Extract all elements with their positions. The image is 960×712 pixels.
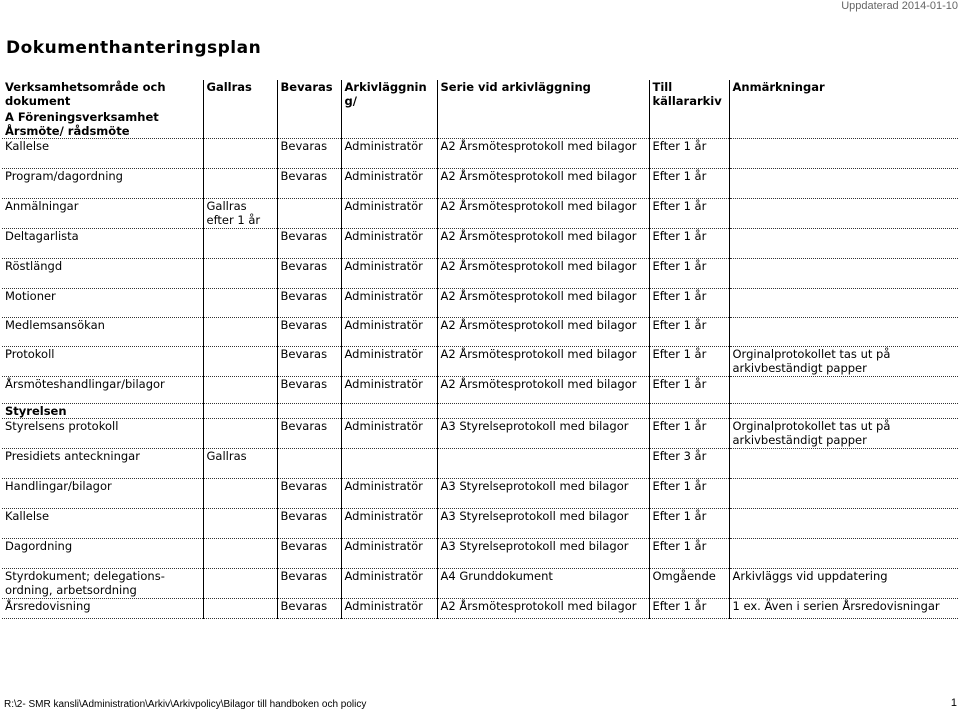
cell-till: Efter 1 år (649, 169, 729, 199)
cell-serie (437, 449, 649, 479)
cell-arkiv: Administratör (341, 599, 437, 619)
cell-gallras (203, 509, 277, 539)
cell-arkiv: Administratör (341, 169, 437, 199)
cell-till: Efter 1 år (649, 289, 729, 318)
cell-name: Handlingar/bilagor (2, 479, 203, 509)
cell-bevaras (277, 449, 341, 479)
cell-till: Efter 1 år (649, 259, 729, 289)
cell-till: Efter 1 år (649, 229, 729, 259)
subsection-row (2, 124, 958, 139)
section-row (2, 110, 958, 124)
cell-bevaras: Bevaras (277, 289, 341, 318)
cell-anm (729, 377, 958, 404)
cell-arkiv: Administratör (341, 229, 437, 259)
section-label: Styrelsen (2, 404, 203, 419)
cell-arkiv: Administratör (341, 539, 437, 569)
cell-anm (729, 539, 958, 569)
section-row (2, 404, 958, 419)
cell-anm (729, 169, 958, 199)
cell-till: Efter 1 år (649, 419, 729, 449)
cell-bevaras: Bevaras (277, 539, 341, 569)
cell-name: Motioner (2, 289, 203, 318)
cell-arkiv: Administratör (341, 347, 437, 377)
cell-gallras (203, 569, 277, 599)
cell-bevaras: Bevaras (277, 479, 341, 509)
cell-till: Omgående (649, 569, 729, 599)
cell-till: Efter 1 år (649, 139, 729, 169)
cell-name: Årsmöteshandlingar/bilagor (2, 377, 203, 404)
cell-gallras (203, 479, 277, 509)
cell-serie: A3 Styrelseprotokoll med bilagor (437, 539, 649, 569)
cell-anm (729, 449, 958, 479)
cell-gallras (203, 318, 277, 347)
cell-gallras (203, 289, 277, 318)
header-row (2, 80, 958, 110)
cell-till: Efter 1 år (649, 347, 729, 377)
cell-arkiv: Administratör (341, 419, 437, 449)
cell-gallras (203, 229, 277, 259)
col-header-till: Till källararkiv (649, 80, 729, 110)
cell-name: Dagordning (2, 539, 203, 569)
table-row (2, 347, 958, 377)
table-row (2, 539, 958, 569)
cell-name: Röstlängd (2, 259, 203, 289)
updated-date: Uppdaterad 2014-01-10 (841, 0, 958, 12)
cell-name: Program/dagordning (2, 169, 203, 199)
table-row (2, 479, 958, 509)
cell-till: Efter 3 år (649, 449, 729, 479)
cell-gallras: Gallras efter 1 år (203, 199, 277, 229)
cell-anm: Orginalprotokollet tas ut på arkivbeständigt papper (729, 347, 958, 377)
cell-anm (729, 318, 958, 347)
cell-anm (729, 289, 958, 318)
cell-name: Presidiets anteckningar (2, 449, 203, 479)
cell-anm (729, 139, 958, 169)
table-row (2, 289, 958, 318)
cell-name: Styrdokument; delegations-ordning, arbetsordning (2, 569, 203, 599)
cell-till: Efter 1 år (649, 599, 729, 619)
cell-gallras (203, 419, 277, 449)
cell-gallras (203, 259, 277, 289)
col-header-serie: Serie vid arkivläggning (437, 80, 649, 110)
cell-serie: A2 Årsmötesprotokoll med bilagor (437, 599, 649, 619)
cell-bevaras: Bevaras (277, 599, 341, 619)
col-header-gallras: Gallras (203, 80, 277, 110)
cell-serie: A2 Årsmötesprotokoll med bilagor (437, 318, 649, 347)
table-row (2, 377, 958, 404)
col-header-bevaras: Bevaras (277, 80, 341, 110)
cell-bevaras: Bevaras (277, 377, 341, 404)
cell-till: Efter 1 år (649, 509, 729, 539)
col-header-anm: Anmärkningar (732, 80, 825, 94)
cell-anm: Orginalprotokollet tas ut på arkivbeständigt papper (729, 419, 958, 449)
cell-anm (729, 199, 958, 229)
cell-anm (729, 479, 958, 509)
cell-arkiv: Administratör (341, 139, 437, 169)
table-row (2, 599, 958, 619)
cell-name: Styrelsens protokoll (2, 419, 203, 449)
table-row (2, 509, 958, 539)
cell-gallras (203, 539, 277, 569)
cell-name: Deltagarlista (2, 229, 203, 259)
table-row (2, 199, 958, 229)
footer-path: R:\2- SMR kansli\Administration\Arkiv\Arkivpolicy\Bilagor till handboken och policy (4, 699, 367, 710)
cell-serie: A2 Årsmötesprotokoll med bilagor (437, 347, 649, 377)
cell-serie: A3 Styrelseprotokoll med bilagor (437, 479, 649, 509)
cell-name: Årsredovisning (2, 599, 203, 619)
cell-till: Efter 1 år (649, 199, 729, 229)
cell-arkiv: Administratör (341, 318, 437, 347)
table-row (2, 318, 958, 347)
cell-name: Anmälningar (2, 199, 203, 229)
cell-arkiv: Administratör (341, 377, 437, 404)
cell-arkiv: Administratör (341, 509, 437, 539)
cell-bevaras: Bevaras (277, 569, 341, 599)
cell-till: Efter 1 år (649, 539, 729, 569)
cell-anm (729, 259, 958, 289)
table-row (2, 259, 958, 289)
cell-bevaras: Bevaras (277, 509, 341, 539)
cell-bevaras: Bevaras (277, 347, 341, 377)
table-row (2, 139, 958, 169)
cell-serie: A2 Årsmötesprotokoll med bilagor (437, 199, 649, 229)
cell-bevaras: Bevaras (277, 169, 341, 199)
cell-till: Efter 1 år (649, 377, 729, 404)
table-row (2, 229, 958, 259)
col-header-arkiv: Arkivläggning/ (341, 80, 437, 110)
cell-bevaras: Bevaras (277, 259, 341, 289)
subsection-label: Årsmöte/ rådsmöte (2, 124, 203, 139)
page-title: Dokumenthanteringsplan (6, 38, 262, 58)
cell-till: Efter 1 år (649, 479, 729, 509)
cell-arkiv: Administratör (341, 259, 437, 289)
cell-serie: A2 Årsmötesprotokoll med bilagor (437, 139, 649, 169)
cell-serie: A4 Grunddokument (437, 569, 649, 599)
section-label: A Föreningsverksamhet (2, 110, 203, 124)
cell-arkiv: Administratör (341, 289, 437, 318)
cell-arkiv: Administratör (341, 569, 437, 599)
cell-anm: Arkivläggs vid uppdatering (729, 569, 958, 599)
cell-serie: A2 Årsmötesprotokoll med bilagor (437, 169, 649, 199)
page-number: 1 (950, 697, 957, 709)
cell-arkiv (341, 449, 437, 479)
cell-bevaras: Bevaras (277, 229, 341, 259)
document-plan-table (2, 80, 958, 619)
cell-gallras (203, 347, 277, 377)
cell-bevaras: Bevaras (277, 419, 341, 449)
cell-serie: A2 Årsmötesprotokoll med bilagor (437, 259, 649, 289)
col-header-area: Verksamhetsområde och dokument (2, 80, 203, 110)
cell-gallras (203, 169, 277, 199)
cell-bevaras (277, 199, 341, 229)
table-row (2, 169, 958, 199)
cell-arkiv: Administratör (341, 199, 437, 229)
cell-till: Efter 1 år (649, 318, 729, 347)
cell-name: Protokoll (2, 347, 203, 377)
cell-bevaras: Bevaras (277, 139, 341, 169)
cell-anm (729, 229, 958, 259)
cell-arkiv: Administratör (341, 479, 437, 509)
cell-serie: A2 Årsmötesprotokoll med bilagor (437, 289, 649, 318)
table-row (2, 419, 958, 449)
table-row (2, 569, 958, 599)
cell-name: Kallelse (2, 139, 203, 169)
cell-anm: 1 ex. Även i serien Årsredovisningar (729, 599, 958, 619)
cell-bevaras: Bevaras (277, 318, 341, 347)
cell-serie: A2 Årsmötesprotokoll med bilagor (437, 377, 649, 404)
cell-anm (729, 509, 958, 539)
cell-gallras (203, 599, 277, 619)
cell-name: Kallelse (2, 509, 203, 539)
cell-gallras (203, 139, 277, 169)
cell-serie: A3 Styrelseprotokoll med bilagor (437, 419, 649, 449)
cell-name: Medlemsansökan (2, 318, 203, 347)
cell-serie: A3 Styrelseprotokoll med bilagor (437, 509, 649, 539)
cell-gallras: Gallras (203, 449, 277, 479)
table-row (2, 449, 958, 479)
cell-serie: A2 Årsmötesprotokoll med bilagor (437, 229, 649, 259)
cell-gallras (203, 377, 277, 404)
